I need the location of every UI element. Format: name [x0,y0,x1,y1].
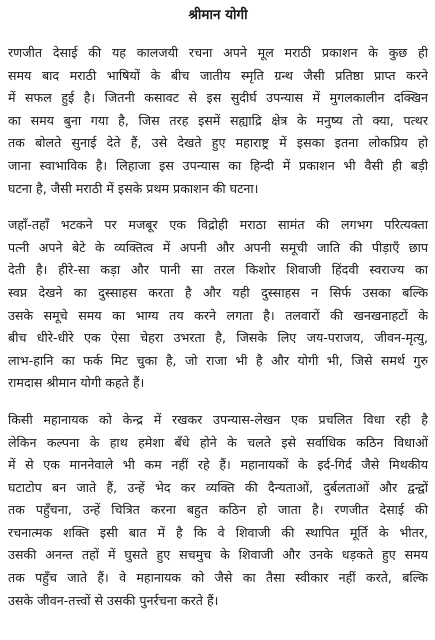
text-line: देती है। हीरे-सा कड़ा और पानी सा तरल किशोर शिवाजी हिंदवी स्वराज्य का [8,262,428,278]
text-line: लाभ-हानि का फर्क मिट चुका है, जो राजा भी है और योगी भी, जिसे समर्थ गुरु [8,352,428,368]
text-line: में से एक माननेवाले भी कम नहीं रहे हैं। महानायकों के इर्द-गिर्द जैसे मिथकीय [8,457,428,473]
text-line: का समय बुना गया है, जिस तरह इसमें सह्याद्रि क्षेत्र के मनुष्य तो क्या, पत्थर [8,112,428,128]
text-line: किसी महानायक को केन्द्र में रखकर उपन्यास-लेखन एक प्रचलित विधा रही है [8,411,428,427]
text-line: घटना है, जैसी मराठी में इसके प्रथम प्रकाशन की घटना। [8,180,259,196]
text-line: समय बाद मराठी भाषियों के बीच जातीय स्मृति ग्रन्थ जैसी प्रतिष्ठा प्राप्त करने [8,67,428,83]
text-line: बीच धीरे-धीरे एक ऐसा चेहरा उभरता है, जिसके लिए जय-पराजय, जीवन-मृत्यु, [8,330,428,346]
text-line: रणजीत देसाई की यह कालजयी रचना अपने मूल मराठी प्रकाशन के कुछ ही [8,45,428,60]
text-line: जाना स्वाभाविक है। लिहाजा इस उपन्यास का हिन्दी में प्रकाशन भी वैसी ही बड़ी [8,157,428,173]
text-line: पत्नी अपने बेटे के व्यक्तित्व में अपनी और अपनी समूची जाति की पीड़ाएँ छाप [8,239,428,255]
paragraph-2 [8,214,428,395]
text-line: उसकी अनन्त तहों में घुसते हुए सचमुच के शिवाजी और उनके धड़कते हुए समय [8,547,428,563]
text-line: घटाटोप बन जाते हैं, उन्हें भेद कर व्यक्ति की दैन्यताओं, दुर्बलताओं और द्वन्द्वों [8,479,428,495]
text-line: तक पहुँच जाते हैं। वे महानायक को जैसे का तैसा स्वीकार नहीं करते, बल्कि [8,570,428,586]
text-line: जहाँ-तहाँ भटकने पर मजबूर एक विद्रोही मराठा सामंत की लगभग परित्यक्ता [8,217,428,233]
text-line: तक पहुँचना, उन्हें चित्रित करना बहुत कठिन हो जाता है। रणजीत देसाई की [8,502,428,518]
paragraph-3 [8,409,428,612]
paragraph-1 [8,42,428,200]
text-line: में सफल हुई है। जितनी कसावट से इस सुदीर्घ उपन्यास में मुगलकालीन दक्खिन [8,90,428,106]
document-title: श्रीमान योगी [188,7,248,23]
text-line: उसके समूचे समय का भाग्य तय करने लगता है। तलवारों की खनखनाहटों के [8,307,428,323]
text-line: लेकिन कल्पना के हाथ हमेशा बँधे होने के चलते इसे सर्वाधिक कठिन विधाओं [8,434,428,450]
text-line: रचनात्मक शक्ति इसी बात में है कि वे शिवाजी की स्थापित मूर्ति के भीतर, [8,524,428,540]
text-line: तक बोलते सुनाई देते हैं, उसे देखते हुए महाराष्ट्र में इसका इतना लोकप्रिय हो [8,135,428,151]
text-line: उसके जीवन-तत्त्वों से उसकी पुनर्रचना करते हैं। [8,592,219,608]
text-line: स्वप्न देखने का दुस्साहस करता है और यही दुस्साहस न सिर्फ उसका बल्कि [8,284,428,300]
text-line: रामदास श्रीमान योगी कहते हैं। [8,375,145,391]
